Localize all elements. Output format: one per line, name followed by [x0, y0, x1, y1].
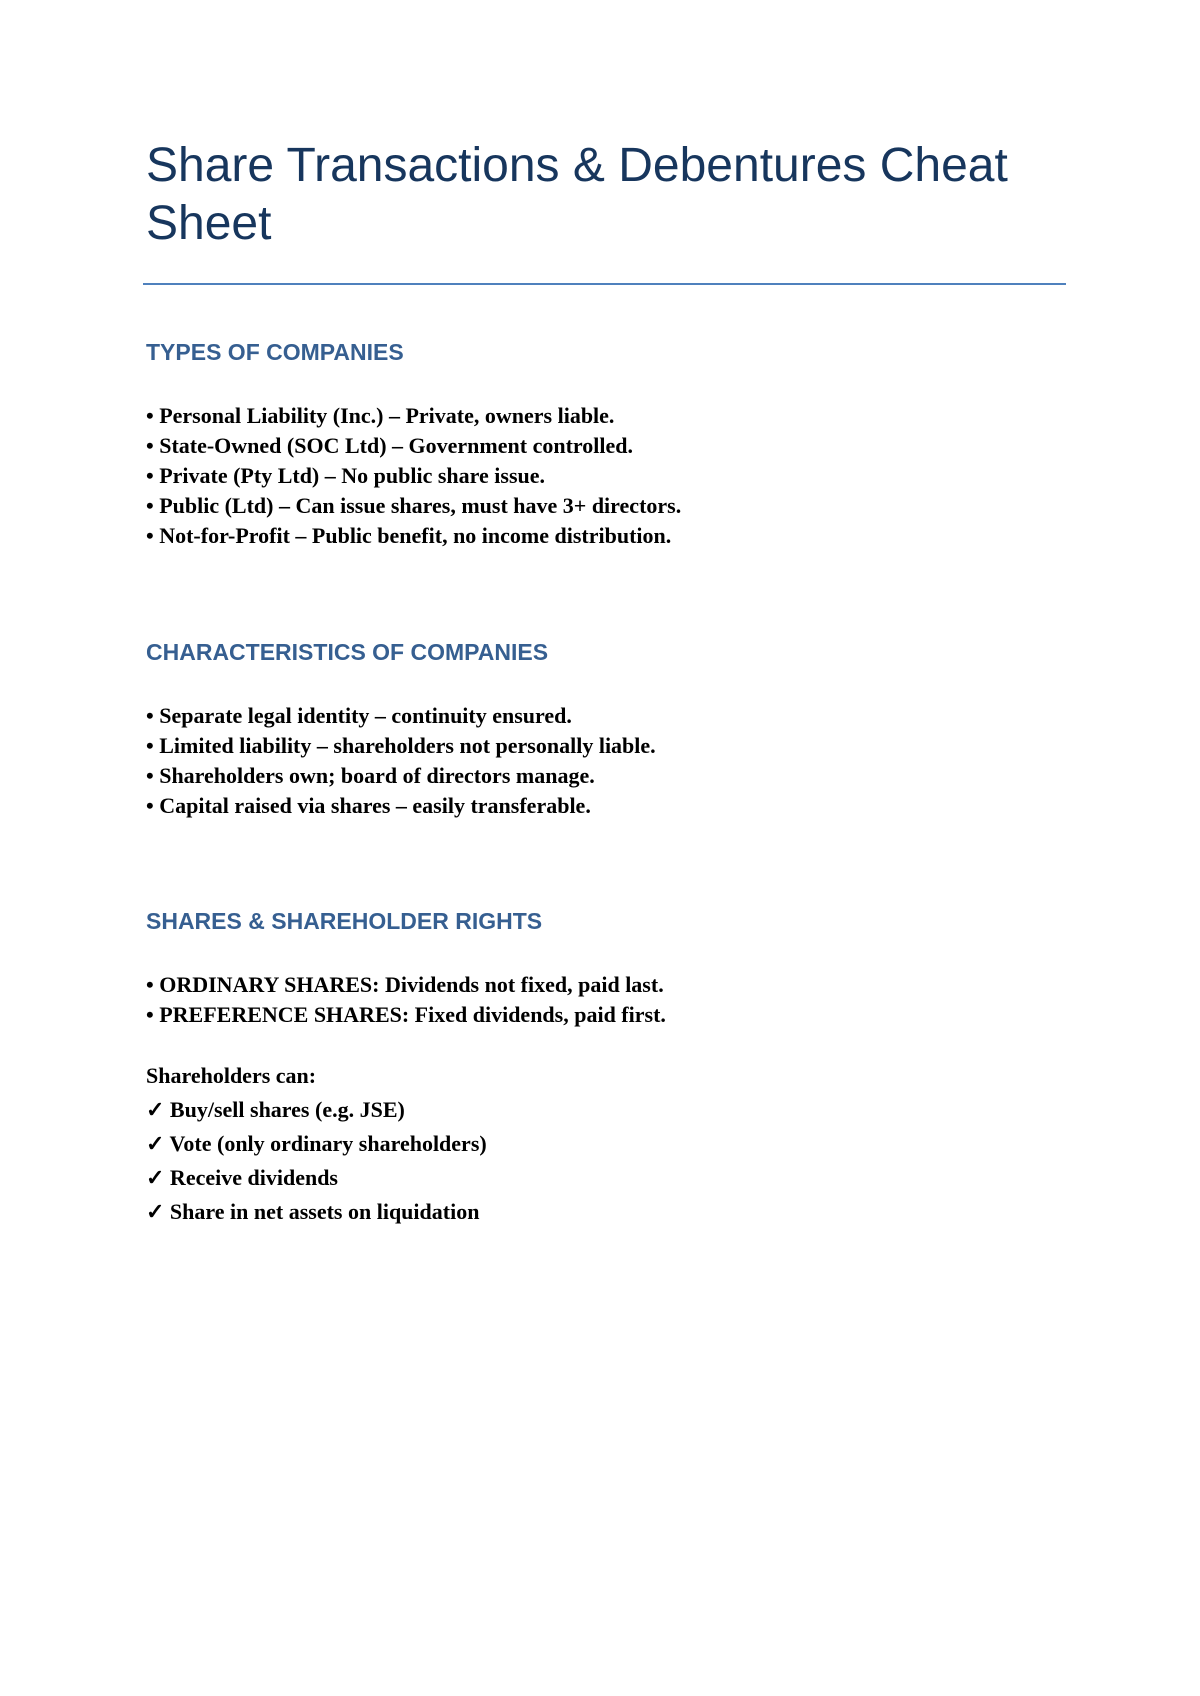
bullet-list — [146, 401, 1046, 551]
document-title: Share Transactions & Debentures Cheat Sheet — [146, 139, 1008, 250]
list-item: • ORDINARY SHARES: Dividends not fixed, paid last. — [146, 972, 664, 997]
checklist-item: ✓ Vote (only ordinary shareholders) — [146, 1131, 487, 1156]
list-item: • Personal Liability (Inc.) – Private, owners liable. — [146, 403, 615, 428]
list-item: • Private (Pty Ltd) – No public share issue. — [146, 463, 546, 488]
bullet-list — [146, 701, 1046, 821]
list-item: • Not-for-Profit – Public benefit, no income distribution. — [146, 523, 672, 548]
section-heading: TYPES OF COMPANIES — [146, 339, 404, 365]
section-shareholder-rights — [146, 906, 1046, 1229]
list-item: • PREFERENCE SHARES: Fixed dividends, paid first. — [146, 1002, 666, 1027]
checklist-item: ✓ Share in net assets on liquidation — [146, 1199, 480, 1224]
checklist — [146, 1093, 1046, 1229]
checklist-item: ✓ Receive dividends — [146, 1165, 338, 1190]
shareholders-can-label: Shareholders can: — [146, 1063, 317, 1088]
checklist-item: ✓ Buy/sell shares (e.g. JSE) — [146, 1097, 405, 1122]
bullet-list — [146, 970, 1046, 1030]
title-underline — [143, 283, 1066, 285]
section-types-of-companies — [146, 337, 1046, 551]
list-item: • Public (Ltd) – Can issue shares, must have 3+ directors. — [146, 493, 682, 518]
section-heading: SHARES & SHAREHOLDER RIGHTS — [146, 908, 543, 934]
list-item: • State-Owned (SOC Ltd) – Government controlled. — [146, 433, 633, 458]
list-item: • Separate legal identity – continuity ensured. — [146, 703, 572, 728]
section-heading: CHARACTERISTICS OF COMPANIES — [146, 639, 549, 665]
list-item: • Capital raised via shares – easily transferable. — [146, 793, 591, 818]
section-characteristics-of-companies — [146, 637, 1046, 821]
list-item: • Shareholders own; board of directors manage. — [146, 763, 595, 788]
list-item: • Limited liability – shareholders not personally liable. — [146, 733, 656, 758]
